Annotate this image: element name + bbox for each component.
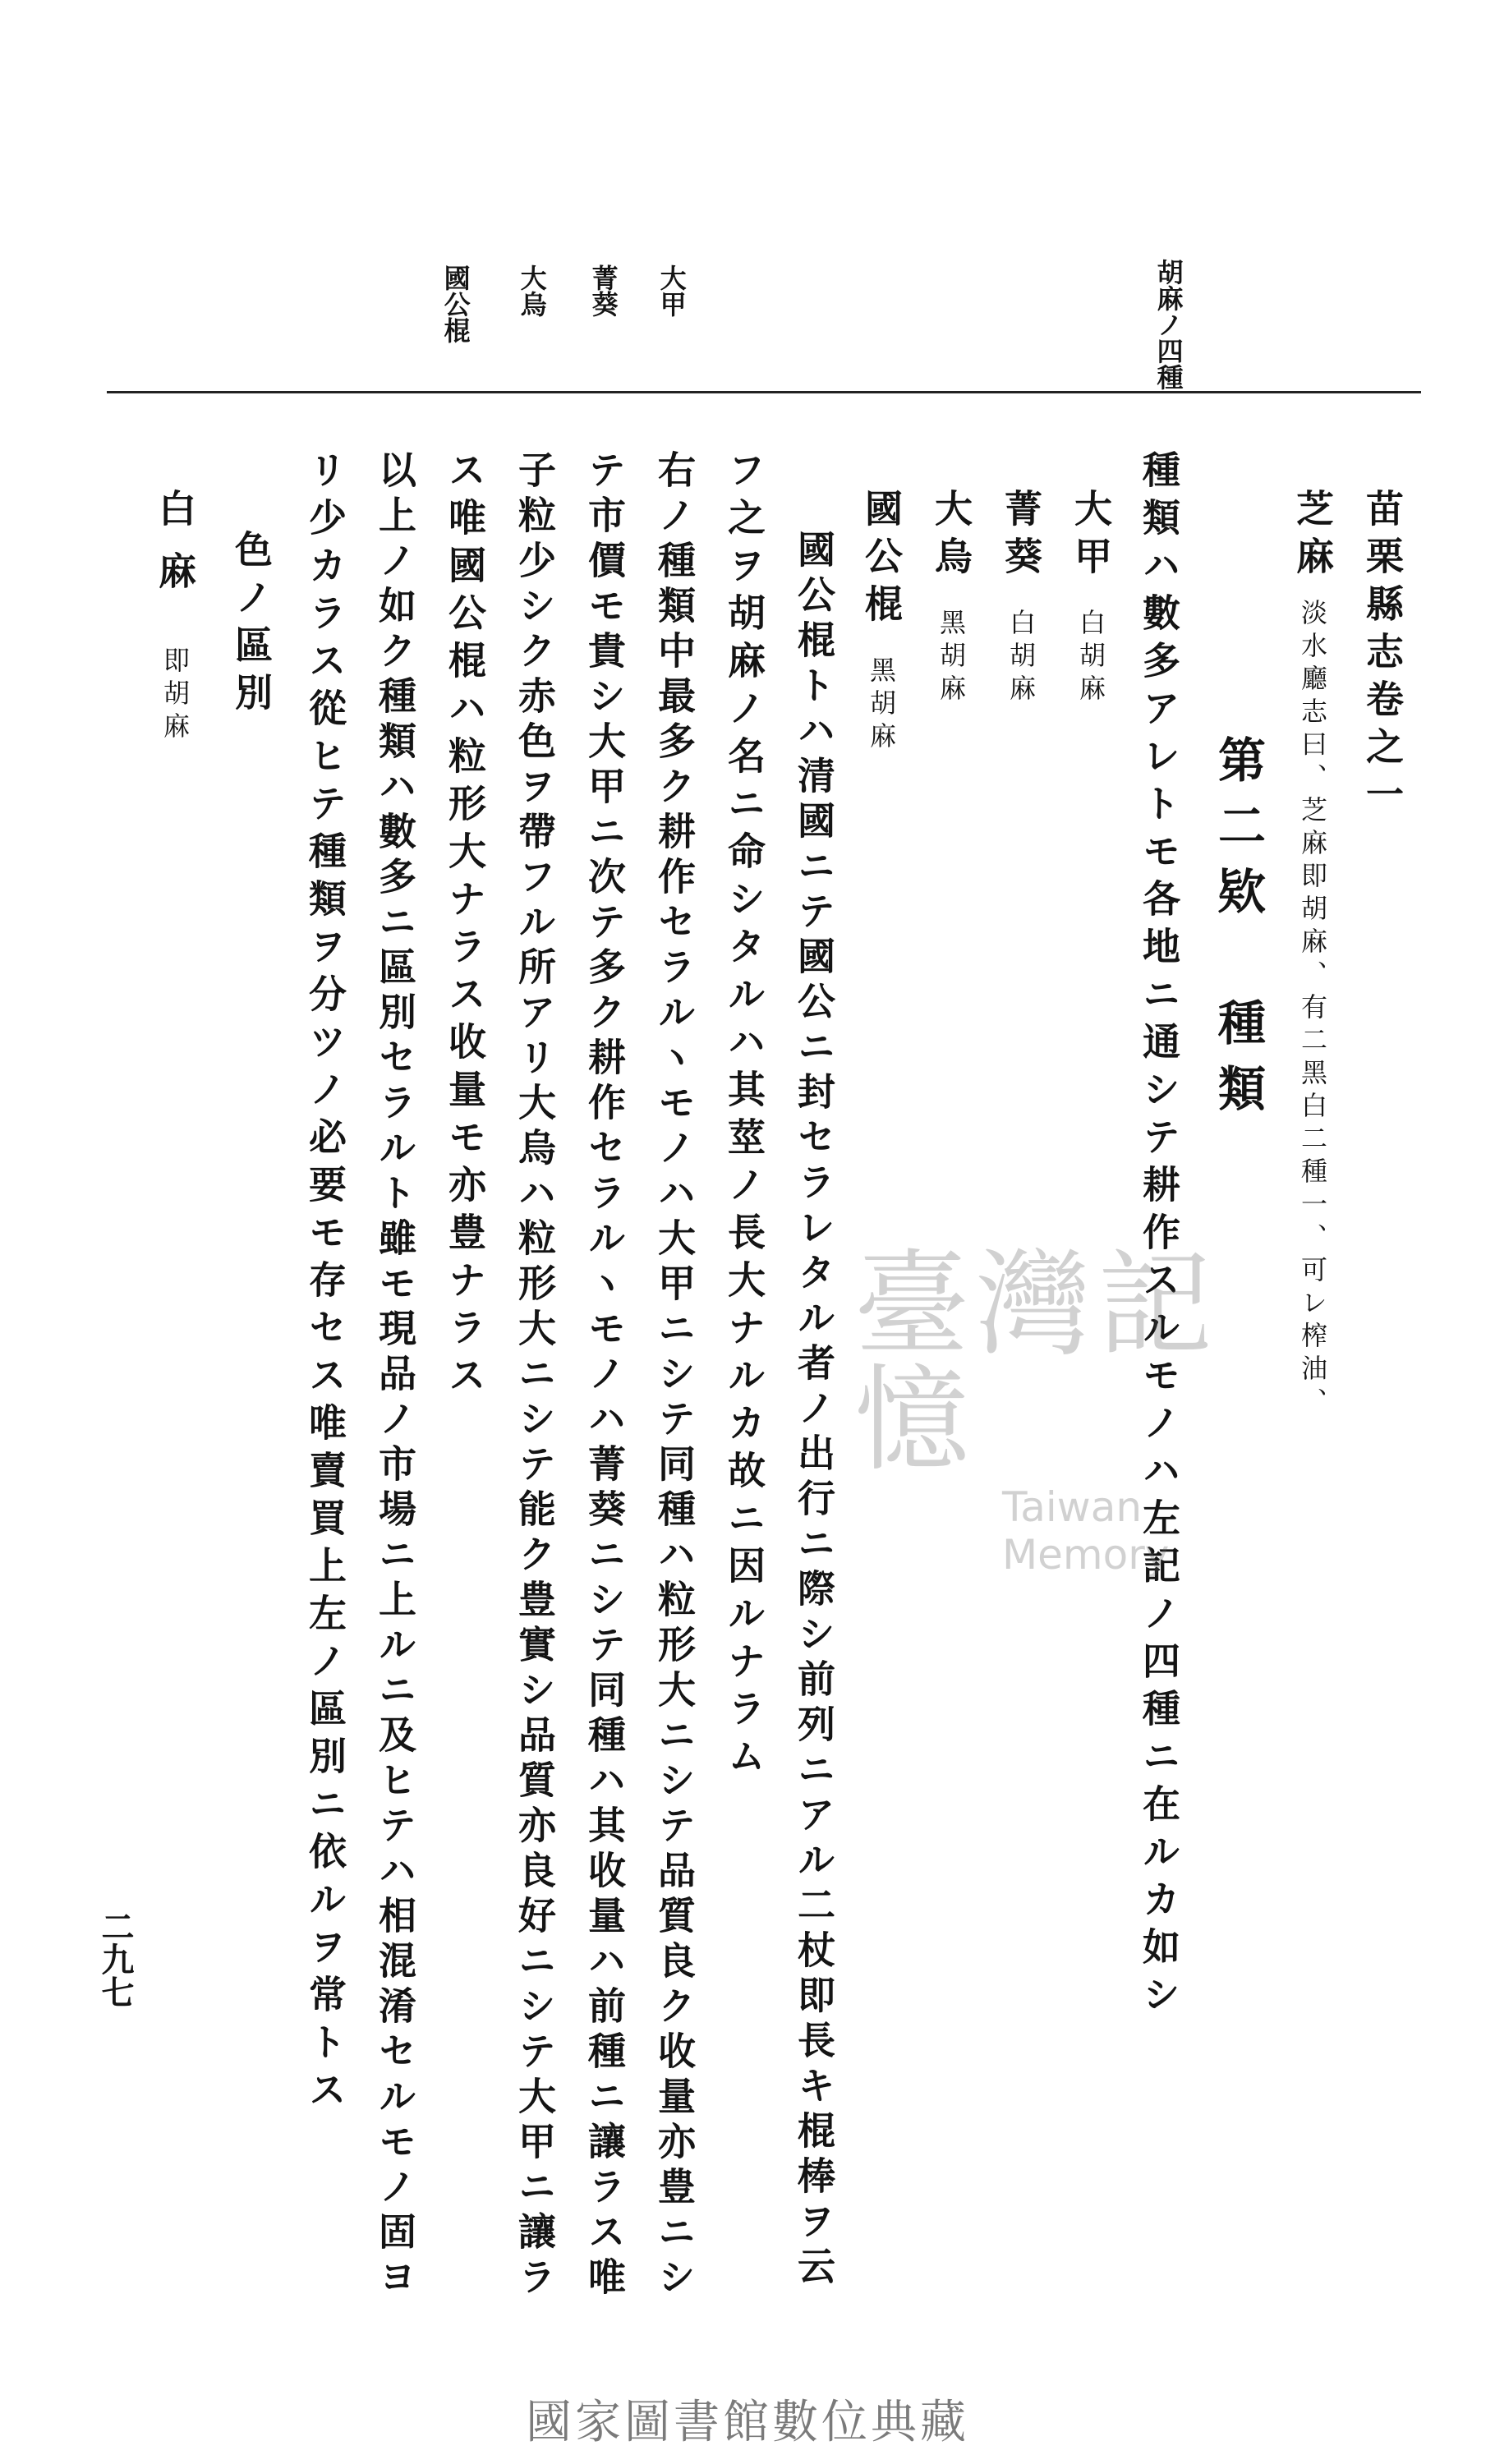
- margin-note-4: 大烏: [516, 264, 548, 317]
- margin-note-1: 胡麻ノ四種: [1152, 259, 1184, 390]
- col-13: 以上ノ如ク種類ハ數多ニ區別セラルト雖モ現品ノ市場ニ上ルニ及ヒテハ相混淆セルモノ固ヨ: [373, 450, 417, 2302]
- col-7: 國公棍トハ清國ニテ國公ニ封セラレタル者ノ出行ニ際シ前列ニアル二杖即長キ棍棒ヲ云: [792, 530, 836, 2292]
- col-0: [1290, 489, 1335, 1420]
- col-4: [999, 489, 1043, 707]
- col-5: [929, 489, 973, 707]
- col-0-main: 芝麻: [1290, 489, 1335, 584]
- col-3: [1069, 489, 1113, 707]
- watermark-logo: [854, 1239, 1265, 1579]
- col-2: 種類ハ數多アレトモ各地ニ通シテ耕作スルモノハ左記ノ四種ニ在ルカ如シ: [1137, 450, 1181, 2022]
- col-9: 右ノ種類中最多ク耕作セラルヽモノハ大甲ニシテ同種ハ粒形大ニシテ品質良ク收量亦豊ニシ: [652, 450, 697, 2302]
- col-11: 子粒少シク赤色ヲ帶フル所アリ大烏ハ粒形大ニシテ能ク豊實シ品質亦良好ニシテ大甲ニ讓ラ: [513, 450, 557, 2302]
- page-number: 二九七: [96, 1910, 135, 2008]
- col-5-main: 大烏: [929, 489, 973, 584]
- margin-note-3: 菁葵: [587, 264, 619, 317]
- watermark-en: Taiwan Memory: [1002, 1483, 1170, 1579]
- col-15: 色ノ區別: [229, 530, 274, 720]
- col-4-main: 菁葵: [999, 489, 1043, 584]
- col-3-main: 大甲: [1069, 489, 1113, 584]
- section-heading: 第二欵 種類: [1210, 735, 1266, 1129]
- col-8: フ之ヲ胡麻ノ名ニ命シタルハ其莖ノ長大ナルカ故ニ因ルナラム: [722, 450, 766, 1784]
- col-14: リ少カラス從ヒテ種類ヲ分ツノ必要モ存セス唯賣買上左ノ區別ニ依ルヲ常トス: [303, 450, 347, 2117]
- col-6-note: 黑胡麻: [866, 656, 897, 755]
- col-16-note: 即胡麻: [159, 646, 191, 745]
- col-5-note: 黑胡麻: [936, 609, 967, 707]
- header-rule: [107, 391, 1421, 393]
- col-12: ス唯國公棍ハ粒形大ナラス收量モ亦豊ナラス: [443, 450, 487, 1403]
- col-0-note: 淡水廳志曰、芝麻即胡麻、有二黑白二種一、可レ榨油、: [1297, 599, 1328, 1420]
- margin-note-2: 大甲: [656, 264, 688, 317]
- running-title: 苗栗縣志卷之一: [1360, 489, 1405, 822]
- col-6-main: 國公棍: [859, 489, 904, 632]
- col-16: [153, 489, 197, 745]
- footer-credit: 國家圖書館數位典藏: [526, 2396, 969, 2449]
- col-6: [859, 489, 904, 755]
- margin-note-5: 國公棍: [439, 264, 472, 343]
- col-3-note: 白胡麻: [1075, 609, 1106, 707]
- col-10: テ市價モ貴シ大甲ニ次テ多ク耕作セラルヽモノハ菁葵ニシテ同種ハ其收量ハ前種ニ讓ラス唯: [582, 450, 627, 2302]
- col-16-main: 白麻: [153, 489, 197, 614]
- col-4-note: 白胡麻: [1005, 609, 1037, 707]
- watermark-cn: 臺灣記憶: [854, 1239, 1220, 1487]
